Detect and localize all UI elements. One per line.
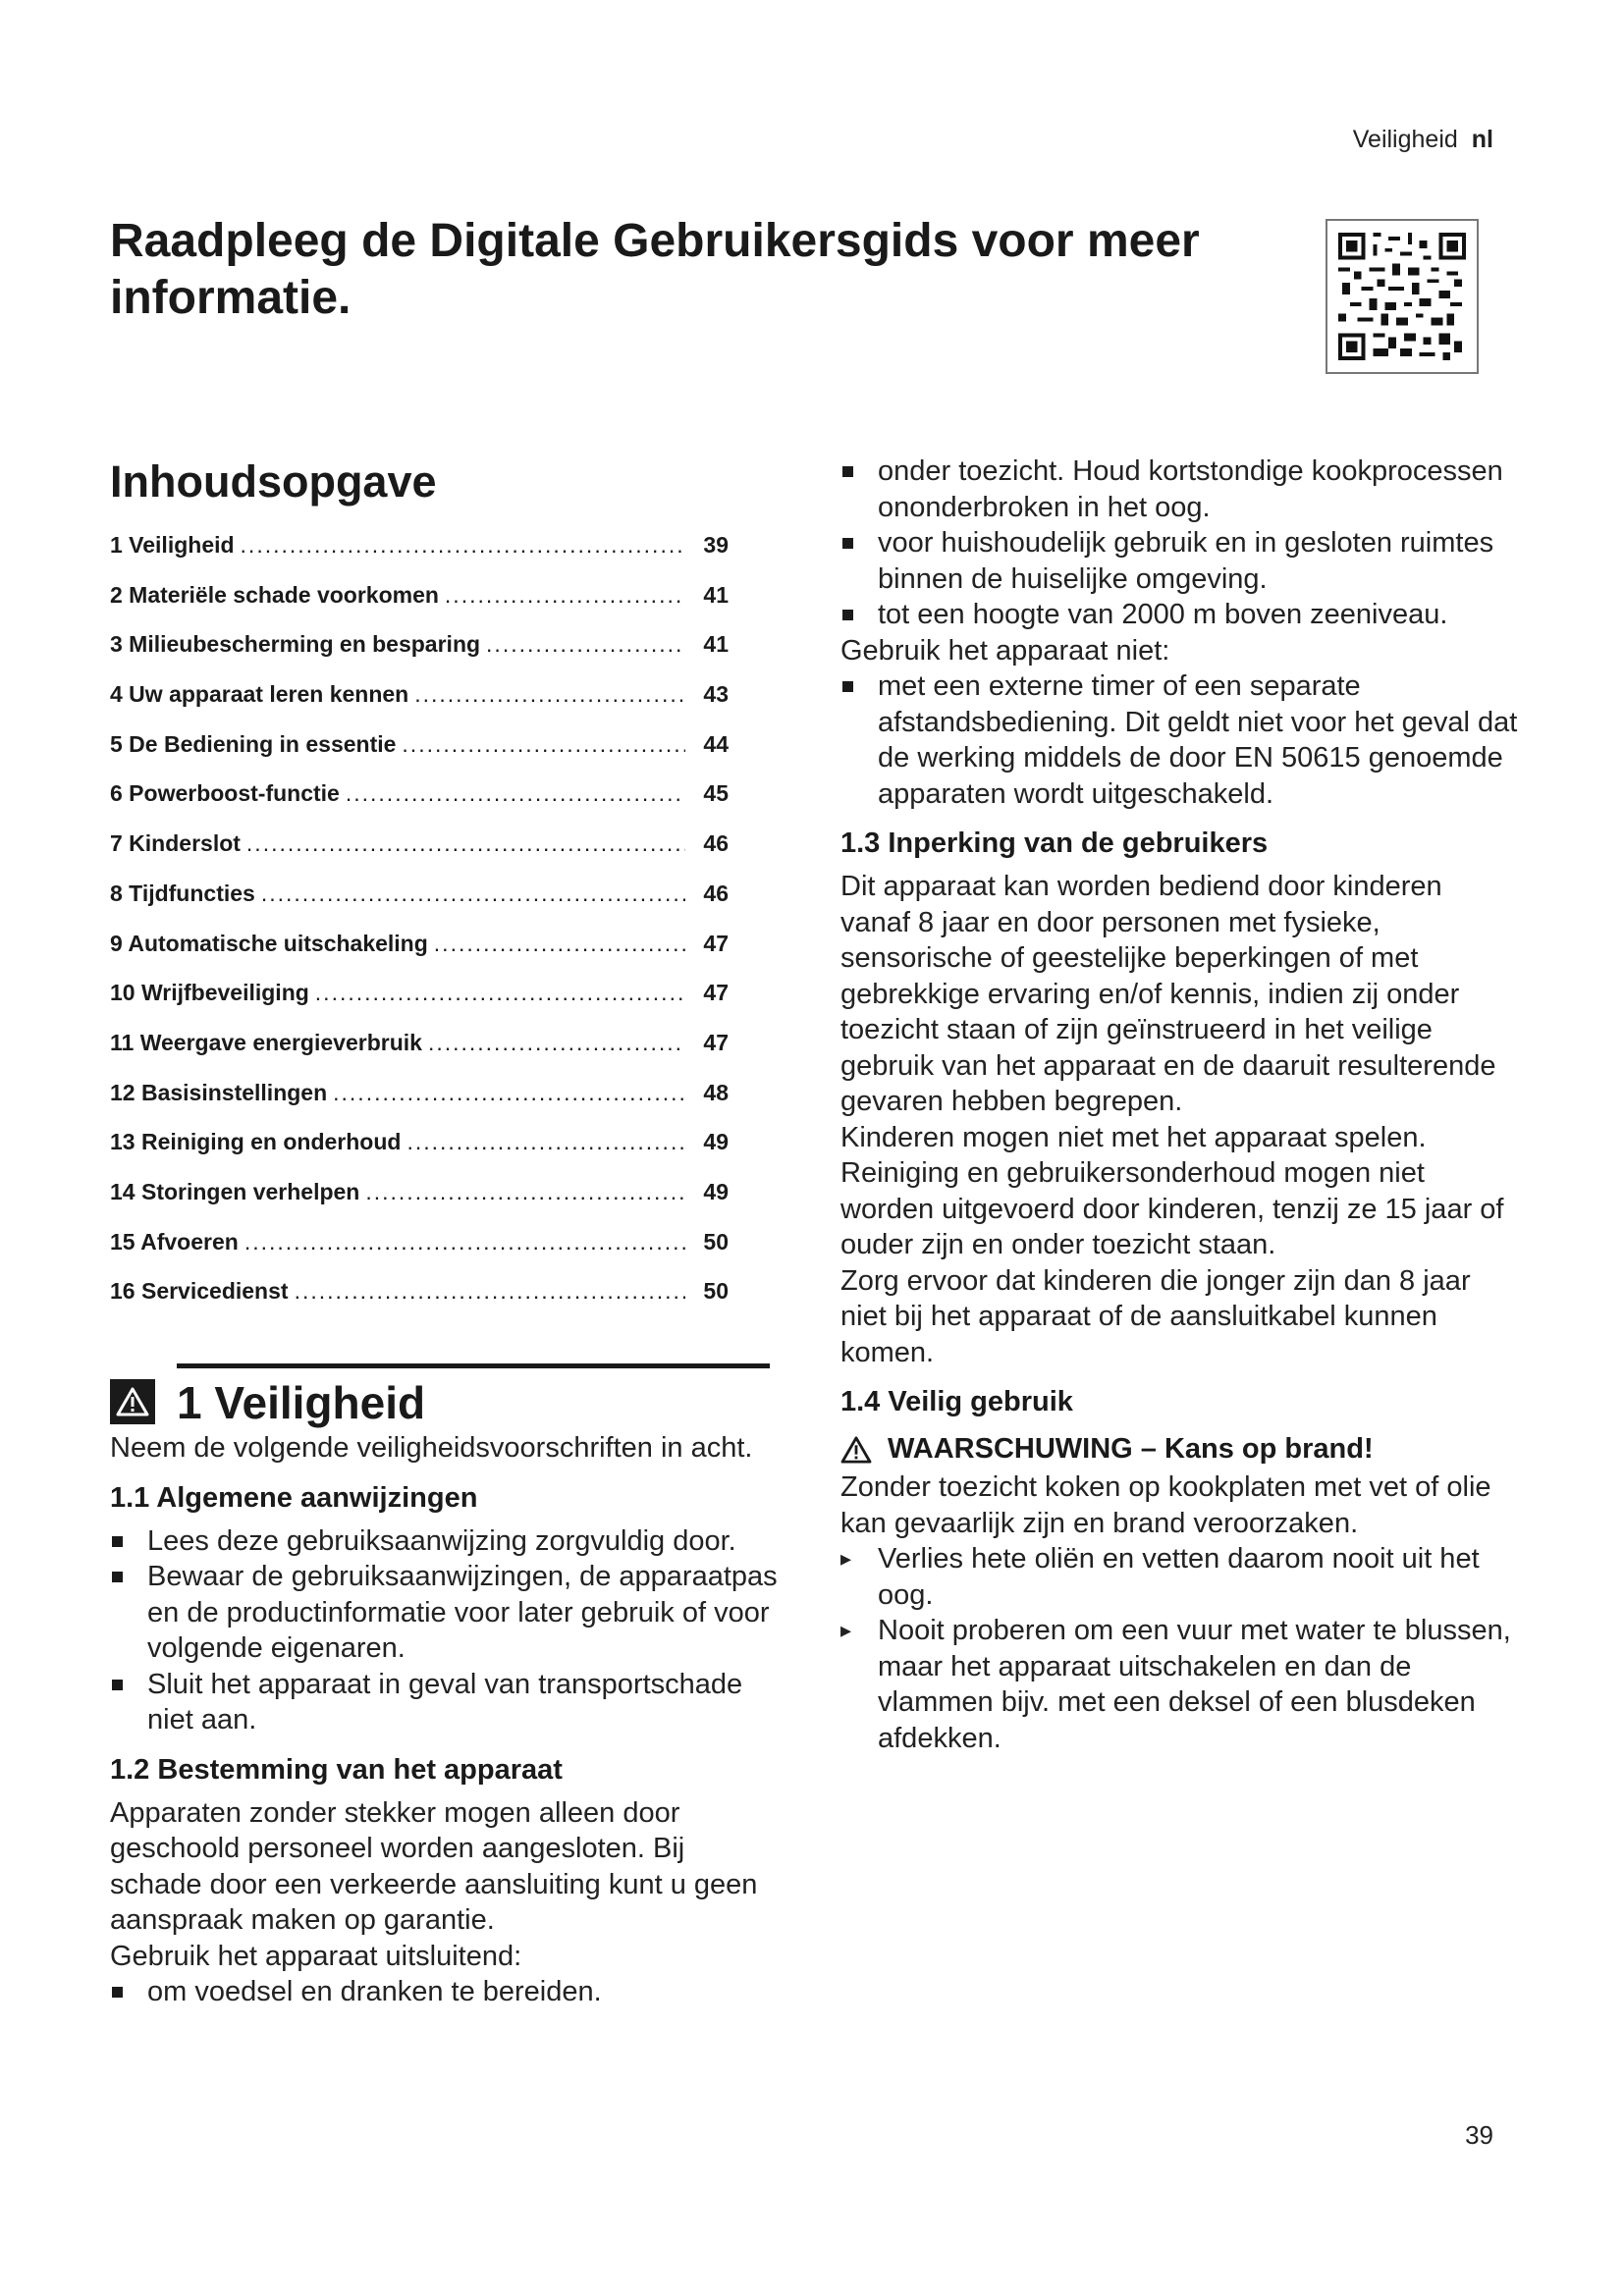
warning-icon bbox=[110, 1379, 155, 1424]
general-instructions-list bbox=[110, 1523, 778, 1738]
paragraph: Zonder toezicht koken op kookplaten met vet of olie kan gevaarlijk zijn en brand veroorzaken. bbox=[840, 1471, 1491, 1539]
list-item: om voedsel en dranken te bereiden. bbox=[110, 1974, 778, 2010]
header-section-title: Veiligheid bbox=[1352, 126, 1458, 153]
section-title: 1 Veiligheid bbox=[177, 1377, 426, 1428]
paragraph: Zorg ervoor dat kinderen die jonger zijn dan 8 jaar niet bij het apparaat of de aansluitkabel kunnen komen. bbox=[840, 1264, 1471, 1368]
list-item: ▸ Nooit proberen om een vuur met water te blussen, maar het apparaat uitschakelen en dan de vlammen bijv. met een deksel of een blusdeken afdekken. bbox=[840, 1613, 1518, 1756]
toc-item[interactable]: 1 Veiligheid ..... 39 bbox=[110, 532, 729, 582]
toc-item[interactable]: 12 Basisinstellingen ..... 48 bbox=[110, 1080, 729, 1130]
toc-item[interactable]: 5 De Bediening in essentie ..... 44 bbox=[110, 731, 729, 781]
page-title: Raadpleeg de Digitale Gebruikersgids voor meer informatie. bbox=[110, 215, 1200, 324]
toc-item[interactable]: 8 Tijdfuncties ..... 46 bbox=[110, 881, 729, 931]
running-header bbox=[1353, 126, 1493, 154]
fire-safety-steps bbox=[840, 1541, 1518, 1756]
toc-item[interactable]: 4 Uw apparaat leren kennen ..... 43 bbox=[110, 681, 729, 731]
toc-title: Inhoudsopgave bbox=[110, 456, 437, 507]
paragraph: Kinderen mogen niet met het apparaat spelen. bbox=[840, 1121, 1427, 1153]
right-column bbox=[840, 454, 1518, 1756]
warning-label: WAARSCHUWING – Kans op brand! bbox=[888, 1433, 1374, 1465]
subsection-1-1-title: 1.1 Algemene aanwijzingen bbox=[110, 1481, 478, 1514]
list-item: Bewaar de gebruiksaanwijzingen, de apparaatpas en de productinformatie voor later gebruik of voor volgende eigenaren. bbox=[110, 1559, 778, 1667]
section-heading bbox=[110, 1363, 778, 1430]
section-intro: Neem de volgende veiligheidsvoorschriften in acht. bbox=[110, 1432, 753, 1464]
list-item: Sluit het apparaat in geval van transportschade niet aan. bbox=[110, 1667, 778, 1738]
toc-item[interactable]: 15 Afvoeren ..... 50 bbox=[110, 1229, 729, 1279]
section-rule bbox=[177, 1363, 770, 1368]
toc-item[interactable]: 14 Storingen verhelpen ..... 49 bbox=[110, 1179, 729, 1229]
toc-item[interactable]: 11 Weergave energieverbruik ..... 47 bbox=[110, 1030, 729, 1080]
fire-warning bbox=[840, 1433, 1518, 1466]
header-language: nl bbox=[1471, 126, 1493, 153]
paragraph: Dit apparaat kan worden bediend door kinderen vanaf 8 jaar en door personen met fysieke, sensorische of geestelijke beperkingen of met gebrekkige ervaring en/of kennis, indien zij onder toezicht staan of zijn geïnstrueerd in het veilige gebruik van het apparaat en de daaruit resulterende gevaren hebben begrepen. bbox=[840, 871, 1496, 1117]
paragraph: Reiniging en gebruikersonderhoud mogen niet worden uitgevoerd door kinderen, tenzij ze 15 jaar of ouder zijn en onder toezicht staan. bbox=[840, 1157, 1504, 1260]
subsection-1-2-title: 1.2 Bestemming van het apparaat bbox=[110, 1753, 563, 1786]
list-item: onder toezicht. Houd kortstondige kookprocessen ononderbroken in het oog. bbox=[840, 454, 1518, 525]
paragraph: Apparaten zonder stekker mogen alleen door geschoold personeel worden aangesloten. Bij schade door een verkeerde aansluiting kunt u geen aanspraak maken op garantie. bbox=[110, 1796, 758, 1936]
table-of-contents bbox=[110, 532, 729, 1328]
page-number: 39 bbox=[1465, 2120, 1493, 2150]
toc-item[interactable]: 7 Kinderslot ..... 46 bbox=[110, 830, 729, 881]
list-item: voor huishoudelijk gebruik en in gesloten ruimtes binnen de huiselijke omgeving. bbox=[840, 525, 1518, 597]
list-item: tot een hoogte van 2000 m boven zeeniveau. bbox=[840, 597, 1518, 633]
paragraph: Gebruik het apparaat niet: bbox=[840, 634, 1170, 667]
prohibited-use-list bbox=[840, 668, 1518, 812]
list-item: Lees deze gebruiksaanwijzing zorgvuldig door. bbox=[110, 1523, 778, 1560]
list-item: ▸ Verlies hete oliën en vetten daarom nooit uit het oog. bbox=[840, 1541, 1518, 1613]
qr-code-icon bbox=[1326, 219, 1479, 374]
toc-item[interactable]: 2 Materiële schade voorkomen ..... 41 bbox=[110, 582, 729, 632]
list-item: met een externe timer of een separate afstandsbediening. Dit geldt niet voor het geval dat de werking middels de door EN 50615 genoemde apparaten wordt uitgeschakeld. bbox=[840, 668, 1518, 812]
toc-item[interactable]: 13 Reiniging en onderhoud ..... 49 bbox=[110, 1129, 729, 1179]
toc-item[interactable]: 6 Powerboost-functie ..... 45 bbox=[110, 780, 729, 830]
left-column bbox=[110, 454, 778, 2010]
intended-use-list bbox=[110, 1974, 778, 2010]
toc-item[interactable]: 3 Milieubescherming en besparing ..... 41 bbox=[110, 631, 729, 681]
subsection-1-4-title: 1.4 Veilig gebruik bbox=[840, 1386, 1073, 1417]
warning-triangle-icon bbox=[840, 1436, 872, 1464]
toc-item[interactable]: 9 Automatische uitschakeling ..... 47 bbox=[110, 931, 729, 981]
paragraph: Gebruik het apparaat uitsluitend: bbox=[110, 1940, 522, 1972]
subsection-1-3-title: 1.3 Inperking van de gebruikers bbox=[840, 828, 1269, 859]
toc-item[interactable]: 16 Servicedienst ..... 50 bbox=[110, 1278, 729, 1328]
toc-item[interactable]: 10 Wrijfbeveiliging ..... 47 bbox=[110, 980, 729, 1030]
intended-use-list-continued bbox=[840, 454, 1518, 633]
